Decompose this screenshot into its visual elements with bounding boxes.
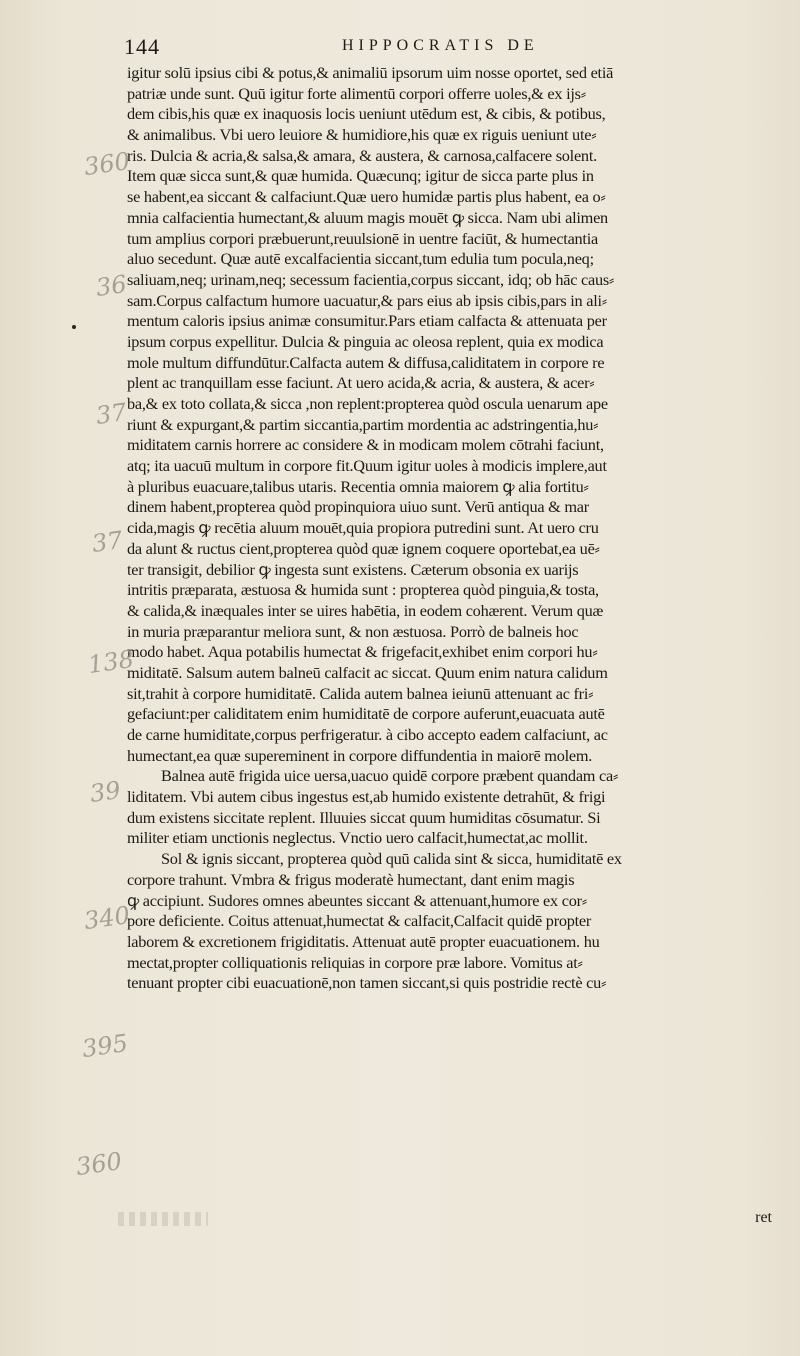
text-line: modo habet. Aqua potabilis humectat & frigefacit,exhibet enim corpori hu⸗ [127,642,598,662]
text-line: aluo secedunt. Quæ autē excalfacientia siccant,tum edulia tum pocula,neq; [127,249,594,269]
text-line: militer etiam unctionis neglectus. Vnctio uero calfacit,humectat,ac mollit. [127,828,588,848]
text-line: da alunt & ructus cient,propterea quòd quæ ignem coquere oportebat,ea uē⸗ [127,538,600,558]
text-line: & calida,& inæquales inter se uires habētia, in eodem cohærent. Verum quæ [127,600,604,620]
margin-note-handwritten: 39 [88,776,123,808]
text-line: dum existens siccitate replent. Illuuies siccat quum humiditas cōsumatur. Si [127,807,601,827]
catchword: ret [755,1209,772,1226]
text-line: Item quæ sicca sunt,& quæ humida. Quæcunq; igitur de sicca parte plus in [127,166,594,186]
text-line: igitur solū ipsius cibi & potus,& animaliū ipsorum uim nosse oportet, sed etiā [127,63,614,82]
body-text [127,63,791,994]
text-line: mnia calfacientia humectant,& aluum magis mouēt ꝙ sicca. Nam ubi alimen [127,207,608,227]
text-line: corpore trahunt. Vmbra & frigus moderatè humectant, dant enim magis [127,869,575,889]
text-line: miditatem carnis horrere ac considere & in modicam molem cōtrahi faciunt, [127,435,604,455]
text-line: in muria præparantur meliora sunt, & non æstuosa. Porrò de balneis hoc [127,621,579,641]
margin-note-handwritten: 395 [80,1028,130,1064]
text-line: intritis præparata, æstuosa & humida sunt : propterea quòd pinguia,& tosta, [127,580,599,600]
text-line: dinem habent,propterea quòd propinquiora uiuo sunt. Verū antiqua & mar [127,497,589,517]
page-header [0,34,800,64]
margin-note-handwritten: 138 [86,644,136,680]
text-line: ꝙ accipiunt. Sudores omnes abeuntes siccant & attenuant,humore ex cor⸗ [127,890,587,910]
text-line: sit,trahit à corpore humiditatē. Calida autem balnea ieiunū attenuant ac fri⸗ [127,683,594,703]
text-line: dem cibis,his quæ ex inaquosis locis ueniunt utēdum est, & cibis, & potibus, [127,104,606,124]
margin-note-handwritten: 340 [82,900,132,936]
text-line: gefaciunt:per caliditatem enim humiditatē de corpore auferunt,euacuata autē [127,704,605,724]
margin-note-handwritten: 37 [94,398,129,430]
text-line: saliuam,neq; urinam,neq; secessum facientia,corpus siccant, idq; ob hāc caus⸗ [127,269,615,289]
text-line: riunt & expurgant,& partim siccantia,partim mordentia ac adstringentia,hu⸗ [127,414,599,434]
text-line: tenuant propter cibi euacuationē,non tamen siccant,si quis postridie rectè cu⸗ [127,973,607,993]
text-line: pore deficiente. Coitus attenuat,humectat & calfacit,Calfacit quidē propter [127,911,592,931]
text-line: liditatem. Vbi autem cibus ingestus est,ab humido existente detrahūt, & frigi [127,787,606,807]
text-line: mole multum diffundūtur.Calfacta autem & diffusa,caliditatem in corpore re [127,352,605,372]
bleed-through-text [118,1212,208,1226]
text-line: à pluribus euacuare,talibus utaris. Recentia omnia maiorem ꝙ alia fortitu⸗ [127,476,589,496]
text-line: de carne humiditate,corpus perfrigeratur. à cibo accepto eadem calfaciunt, ac [127,725,608,744]
margin-note-handwritten: 360 [74,1146,124,1182]
text-line: tum amplius corpori præbuerunt,reuulsionē in uentre faciūt, & humectantia [127,228,598,248]
text-line-paragraph-start: Sol & ignis siccant, propterea quòd quū calida sint & sicca, humiditatē ex [161,849,622,869]
text-line: ris. Dulcia & acria,& salsa,& amara, & austera, & carnosa,calfacere solent. [127,145,597,165]
text-line: sam.Corpus calfactum humore uacuatur,& pars eius ab ipsis cibis,pars in ali⸗ [127,290,607,310]
running-head: HIPPOCRATIS DE [342,37,539,54]
text-line: ba,& ex toto collata,& sicca ,non replent:propterea quòd oscula uenarum ape [127,394,608,413]
text-line: laborem & excretionem frigiditatis. Attenuat autē propter euacuationem. hu [127,931,600,951]
text-line: mectat,propter colliquationis reliquias in corpore præ labore. Vomitus at⸗ [127,952,583,972]
text-line: plent ac tranquillam esse faciunt. At uero acida,& acria, & austera, & acer⸗ [127,373,595,393]
text-line: miditatē. Salsum autem balneū calfacit ac siccat. Quum enim natura calidum [127,662,608,682]
text-line: humectant,ea quæ supereminent in corpore diffundentia in maiorē molem. [127,745,593,765]
margin-note-handwritten: 36 [94,270,129,302]
text-line: patriæ unde sunt. Quū igitur forte alimentū corpori offerre uoles,& ex ijs⸗ [127,83,586,103]
margin-note-handwritten: 37 [90,526,125,558]
text-line: ter transigit, debilior ꝙ ingesta sunt existens. Cæterum obsonia ex uarijs [127,559,579,579]
margin-mark [72,325,76,329]
text-line-paragraph-start: Balnea autē frigida uice uersa,uacuo quidē corpore præbent quandam ca⸗ [161,766,619,786]
text-line: cida,magis ꝙ recētia aluum mouēt,quia propiora putredini sunt. At uero cru [127,518,599,538]
margin-note-handwritten: 360 [82,146,132,182]
page-number: 144 [124,34,160,59]
text-line: atq; ita uacuū multum in corpore fit.Quum igitur uoles à modicis implere,aut [127,456,607,476]
text-line: mentum caloris ipsius animæ consumitur.Pars etiam calfacta & attenuata per [127,311,607,331]
text-line: se habent,ea siccant & calfaciunt.Quæ uero humidæ partis plus habent, ea o⸗ [127,187,606,207]
text-line: & animalibus. Vbi uero leuiore & humidiore,his quæ ex riguis ueniunt ute⸗ [127,125,597,145]
text-line: ipsum corpus expellitur. Dulcia & pinguia ac oleosa replent, quia ex modica [127,331,604,351]
